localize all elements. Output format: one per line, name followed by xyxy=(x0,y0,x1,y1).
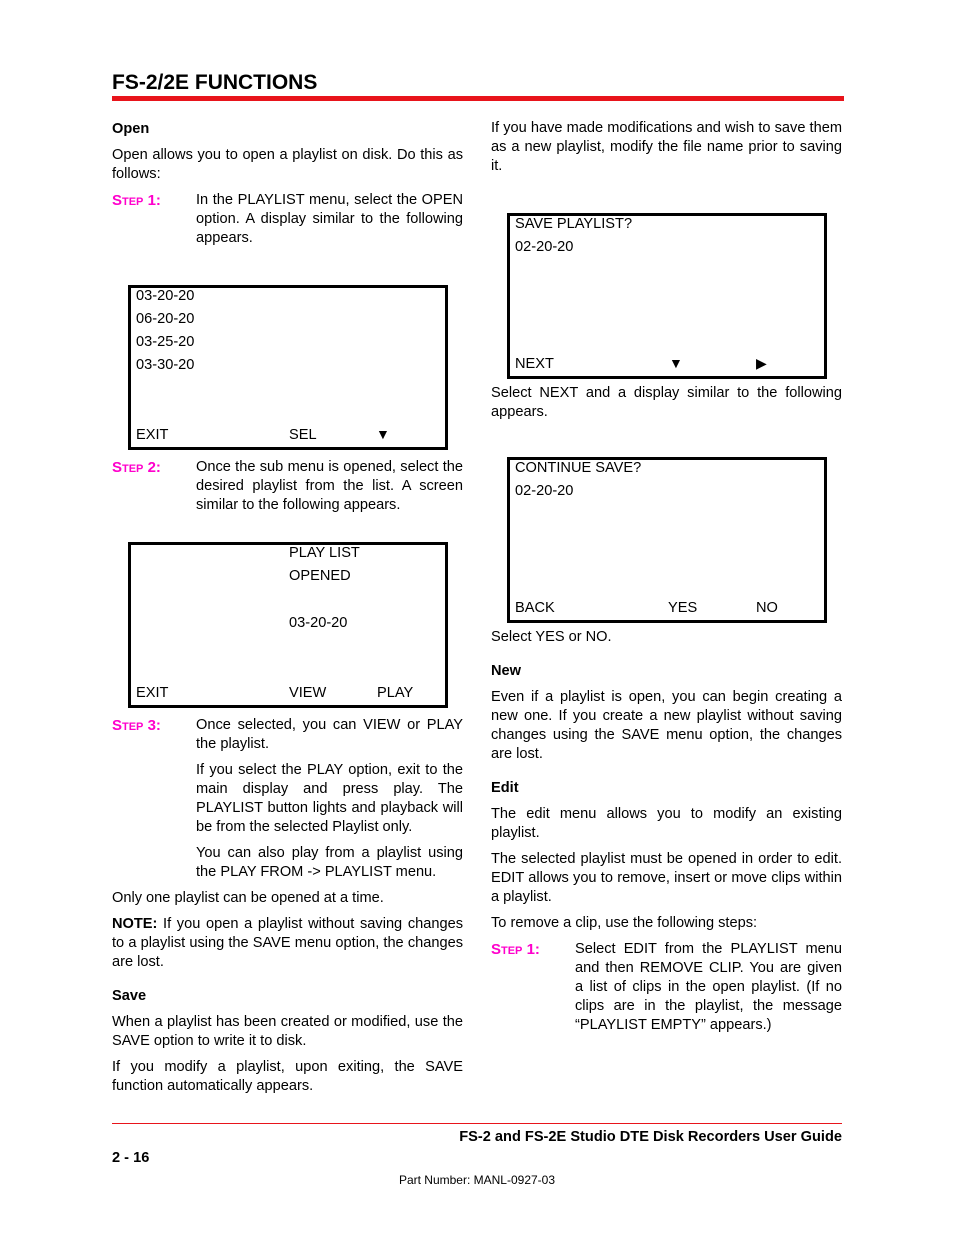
screen-line: CONTINUE SAVE? xyxy=(515,460,642,476)
new-heading: New xyxy=(491,663,522,679)
part-number: Part Number: MANL-0927-03 xyxy=(398,1173,556,1187)
screen-line: 02-20-20 xyxy=(515,239,574,255)
edit-paragraph: The selected playlist must be opened in order to edit. EDIT allows you to remove, insert or move clips within a playlist. xyxy=(491,851,842,905)
save-paragraph: If you modify a playlist, upon exiting, the SAVE function automatically appears. xyxy=(112,1059,463,1094)
down-arrow-icon: ▼ xyxy=(376,426,390,442)
screen-view-label: VIEW xyxy=(289,685,327,701)
step-label: Step 2: xyxy=(112,459,161,476)
screen-line: PLAY LIST xyxy=(289,545,360,561)
edit-heading: Edit xyxy=(491,780,519,796)
one-playlist-note: Only one playlist can be opened at a time. xyxy=(112,890,384,906)
footer-rule xyxy=(112,1123,842,1124)
new-paragraph: Even if a playlist is open, you can begin creating a new one. If you create a new playlist without saving changes using the SAVE menu option, the changes are lost. xyxy=(491,689,842,762)
screen-line: 02-20-20 xyxy=(515,483,574,499)
note-text: If you open a playlist without saving changes to a playlist using the SAVE menu option, the changes are lost. xyxy=(112,916,463,970)
screen-next-label: NEXT xyxy=(515,356,554,372)
open-heading: Open xyxy=(112,121,150,137)
screen-yes-label: YES xyxy=(668,600,698,616)
note-paragraph xyxy=(112,915,463,972)
step-text: If you select the PLAY option, exit to the main display and press play. The PLAYLIST button lights and playback will be from the selected Playlist only. xyxy=(196,762,463,835)
select-yes-no-text: Select YES or NO. xyxy=(491,629,612,645)
down-arrow-icon: ▼ xyxy=(669,355,683,371)
screen-exit-label: EXIT xyxy=(136,427,169,443)
step-label: Step 3: xyxy=(112,717,161,734)
select-next-text: Select NEXT and a display similar to the following appears. xyxy=(491,385,842,420)
screen-no-label: NO xyxy=(756,600,778,616)
screen-back-label: BACK xyxy=(515,600,555,616)
open-step-2 xyxy=(112,458,463,515)
left-column xyxy=(112,119,463,1103)
step-label: Step 1: xyxy=(112,192,161,209)
continue-save-screen xyxy=(507,457,827,623)
save-playlist-screen xyxy=(507,213,827,379)
section-title: FS-2/2E FUNCTIONS xyxy=(112,71,318,94)
step-text: You can also play from a playlist using the PLAY FROM -> PLAYLIST menu. xyxy=(196,845,463,880)
edit-paragraph: To remove a clip, use the following steps: xyxy=(491,915,758,931)
edit-step-1 xyxy=(491,940,842,1035)
save-as-intro: If you have made modifications and wish to save them as a new playlist, modify the file name prior to saving it. xyxy=(491,120,842,174)
edit-paragraph: The edit menu allows you to modify an existing playlist. xyxy=(491,806,842,841)
note-label: NOTE: xyxy=(112,916,158,932)
screen-exit-label: EXIT xyxy=(136,685,169,701)
screen-line: SAVE PLAYLIST? xyxy=(515,216,633,232)
step-text: In the PLAYLIST menu, select the OPEN option. A display similar to the following appears. xyxy=(196,192,463,246)
step-text: Once selected, you can VIEW or PLAY the playlist. xyxy=(196,717,463,752)
screen-list-item: 03-20-20 xyxy=(136,288,195,304)
screen-list-item: 03-30-20 xyxy=(136,357,195,373)
screen-list-item: 06-20-20 xyxy=(136,311,195,327)
screen-line: OPENED xyxy=(289,568,351,584)
header-rule xyxy=(112,96,844,101)
screen-line: 03-20-20 xyxy=(289,615,348,631)
step-text: Once the sub menu is opened, select the desired playlist from the list. A screen similar to the following appears. xyxy=(196,459,463,513)
step-label: Step 1: xyxy=(491,941,540,958)
screen-list-item: 03-25-20 xyxy=(136,334,195,350)
step-text: Select EDIT from the PLAYLIST menu and then REMOVE CLIP. You are given a list of clips in the open playlist. (If no clips are in the playlist, the message “PLAYLIST EMPTY” appears.) xyxy=(575,941,842,1033)
screen-sel-label: SEL xyxy=(289,427,317,443)
right-arrow-icon: ▶ xyxy=(756,355,767,371)
open-step-1 xyxy=(112,191,463,248)
right-column xyxy=(491,119,842,1042)
screen-play-label: PLAY xyxy=(377,685,414,701)
page-number: 2 - 16 xyxy=(112,1150,150,1166)
open-list-screen xyxy=(128,285,448,450)
playlist-opened-screen xyxy=(128,542,448,708)
open-intro: Open allows you to open a playlist on disk. Do this as follows: xyxy=(112,147,463,182)
open-step-3 xyxy=(112,716,463,882)
save-paragraph: When a playlist has been created or modified, use the SAVE option to write it to disk. xyxy=(112,1014,463,1049)
save-heading: Save xyxy=(112,988,147,1004)
guide-title: FS-2 and FS-2E Studio DTE Disk Recorders User Guide xyxy=(459,1129,842,1145)
